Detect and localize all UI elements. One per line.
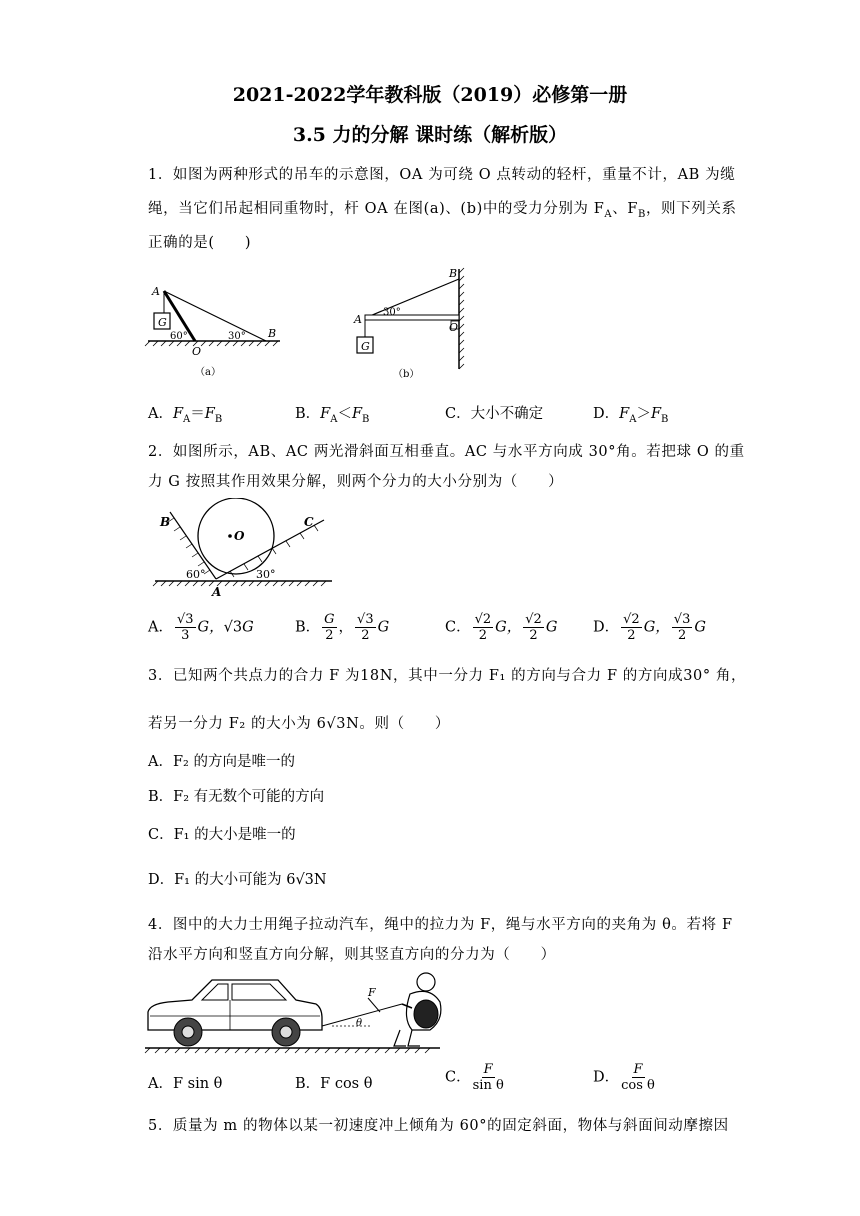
- fig-a-angle-60: 60°: [170, 331, 188, 342]
- fig4-label-f: F: [368, 986, 376, 999]
- q1-figure-b: [345, 265, 475, 385]
- fig-a-label-b: B: [268, 327, 277, 340]
- q1-option-c: C．大小不确定: [445, 406, 544, 422]
- q1-option-a: A．$F_A=F_B$: [148, 406, 223, 425]
- fig2-label-b: B: [160, 515, 171, 529]
- fig2-label-o: O: [234, 529, 245, 543]
- fig-b-label-o: O: [449, 321, 459, 334]
- fig-b-label-a: A: [354, 313, 362, 326]
- fig2-label-c: C: [304, 515, 314, 529]
- q3-line2: 若另一分力 F₂ 的大小为 6√3N。则（ ）: [148, 716, 450, 732]
- fig-a-label-o: O: [192, 345, 202, 358]
- q4-option-d: D． $\frac{F}{\text{cos θ}}$: [593, 1062, 655, 1093]
- q4-option-c: C． $\frac{F}{\text{sin θ}}$: [445, 1062, 504, 1093]
- q2-option-b: B． $\frac{G}{2}$ ， $\frac{√3}{2}$ G: [295, 612, 390, 643]
- q1-line3: 正确的是( ): [148, 235, 252, 251]
- q2-line1: 2．如图所示，AB、AC 两光滑斜面互相垂直。AC 与水平方向成 30°角。若把球 O 的重: [148, 444, 745, 460]
- fig2-angle-60: 60°: [186, 568, 206, 581]
- q4-option-b: B．F cos θ: [295, 1076, 373, 1092]
- fig-b-caption: （b）: [393, 369, 420, 380]
- document-subtitle: 3.5 力的分解 课时练（解析版）: [292, 124, 568, 146]
- q1-figure-a: [140, 275, 290, 385]
- q3-line1: 3．已知两个共点力的合力 F 为18N，其中一分力 F₁ 的方向与合力 F 的方向成30° 角，: [148, 668, 747, 684]
- fig-a-caption: （a）: [195, 367, 221, 378]
- q3-option-d: D．F₁ 的大小可能为 6√3N: [148, 872, 327, 888]
- q2-option-a: A． $\frac{√3}{3}$ G，√3G: [148, 612, 254, 643]
- q1-line1: 1．如图为两种形式的吊车的示意图，OA 为可绕 O 点转动的轻杆，重量不计，AB 为缆: [148, 167, 736, 183]
- fig-b-angle-30: 30°: [383, 307, 401, 318]
- q3-option-a: A．F₂ 的方向是唯一的: [148, 754, 295, 770]
- fig-b-label-g: G: [361, 340, 370, 353]
- q3-option-b: B．F₂ 有无数个可能的方向: [148, 789, 325, 805]
- document-title: 2021-2022学年教科版（2019）必修第一册: [232, 84, 628, 106]
- q2-line2: 力 G 按照其作用效果分解，则两个分力的大小分别为（ ）: [148, 474, 564, 490]
- q5-line1: 5．质量为 m 的物体以某一初速度冲上倾角为 60°的固定斜面，物体与斜面间动摩擦因: [148, 1118, 729, 1134]
- q2-option-d: D． $\frac{√2}{2}$ G， $\frac{√3}{2}$ G: [593, 612, 706, 643]
- q1-option-d: D．$F_A>F_B$: [593, 406, 669, 425]
- fig-b-label-b: B: [449, 267, 458, 280]
- q2-option-c: C． $\frac{√2}{2}$ G， $\frac{√2}{2}$ G: [445, 612, 558, 643]
- fig2-angle-30: 30°: [256, 568, 276, 581]
- fig-a-label-a: A: [152, 285, 160, 298]
- q4-line2: 沿水平方向和竖直方向分解，则其竖直方向的分力为（ ）: [148, 947, 556, 963]
- q1-line2: 绳，当它们吊起相同重物时，杆 OA 在图(a)、(b)中的受力分别为 $F_A$、$F_B$，则下列关系: [148, 201, 737, 220]
- fig4-label-theta: θ: [356, 1018, 363, 1029]
- q4-line1: 4．图中的大力士用绳子拉动汽车，绳中的拉力为 F，绳与水平方向的夹角为 θ。若将 F: [148, 917, 733, 933]
- q2-figure: [150, 498, 340, 600]
- fig-a-label-g: G: [158, 316, 167, 329]
- q4-figure: [140, 968, 450, 1058]
- fig2-label-a: A: [212, 585, 222, 599]
- q3-option-c: C．F₁ 的大小是唯一的: [148, 827, 296, 843]
- fig-a-angle-30: 30°: [228, 331, 246, 342]
- q4-option-a: A．F sin θ: [148, 1076, 223, 1092]
- q1-option-b: B．$F_A<F_B$: [295, 406, 370, 425]
